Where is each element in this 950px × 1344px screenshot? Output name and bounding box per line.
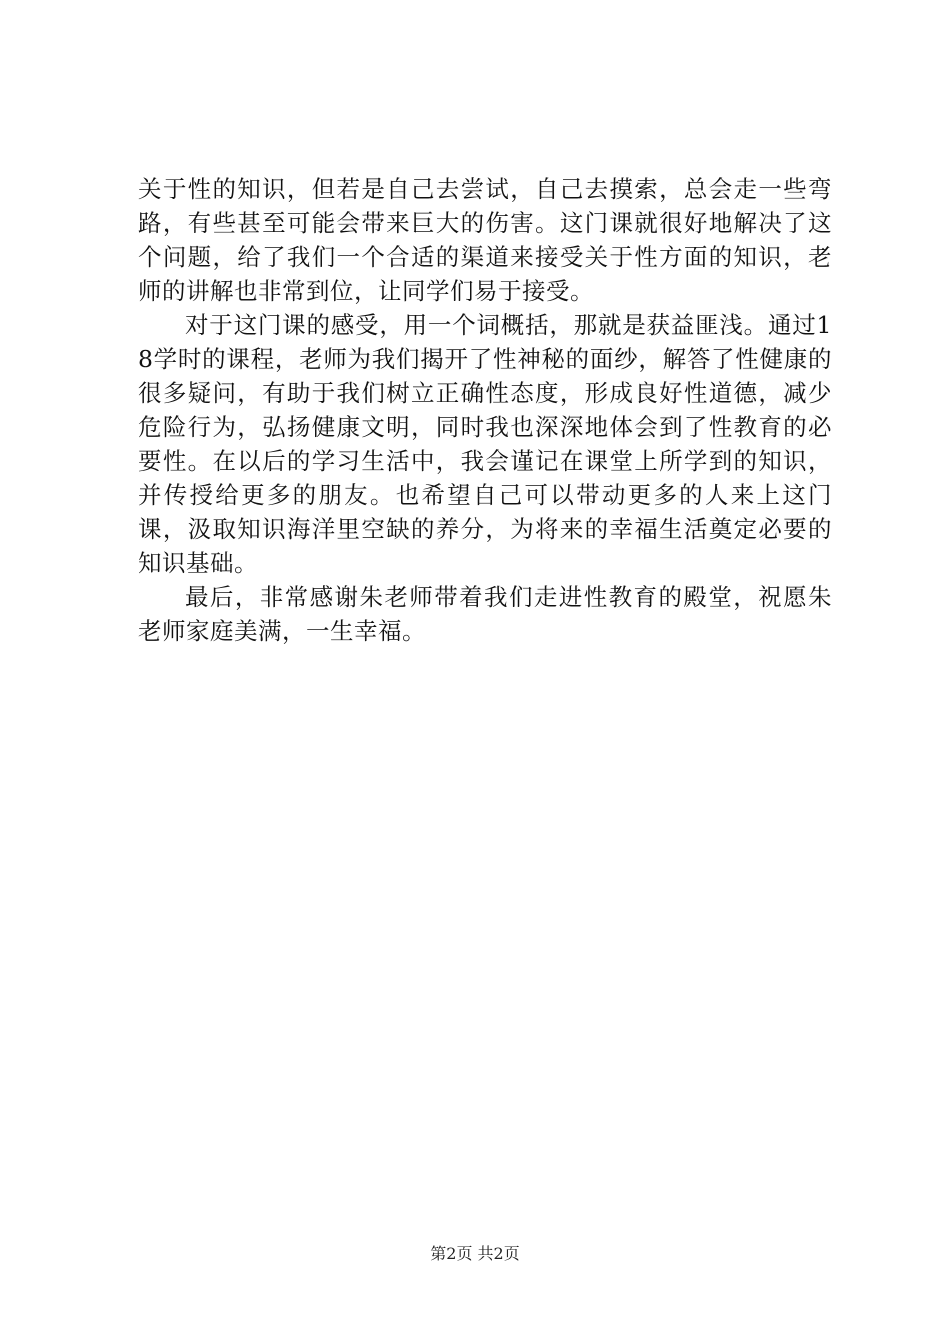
paragraph-continued: 关于性的知识，但若是自己去尝试，自己去摸索，总会走一些弯路，有些甚至可能会带来巨大的伤害。这门课就很好地解决了这个问题，给了我们一个合适的渠道来接受关于性方面的知识，老师的讲解也非常到位，让同学们易于接受。 [138,175,832,305]
page-footer [0,1244,950,1264]
paragraph-closing-thanks: 最后，非常感谢朱老师带着我们走进性教育的殿堂，祝愿朱老师家庭美满，一生幸福。 [138,583,832,645]
paragraph-course-reflection: 对于这门课的感受，用一个词概括，那就是获益匪浅。通过18学时的课程，老师为我们揭开了性神秘的面纱，解答了性健康的很多疑问，有助于我们树立正确性态度，形成良好性道德，减少危险行为，弘扬健康文明，同时我也深深地体会到了性教育的必要性。在以后的学习生活中，我会谨记在课堂上所学到的知识，并传授给更多的朋友。也希望自己可以带动更多的人来上这门课，汲取知识海洋里空缺的养分，为将来的幸福生活奠定必要的知识基础。 [138,311,832,577]
page-number: 第2页 共2页 [430,1244,520,1263]
document-body [138,172,832,648]
